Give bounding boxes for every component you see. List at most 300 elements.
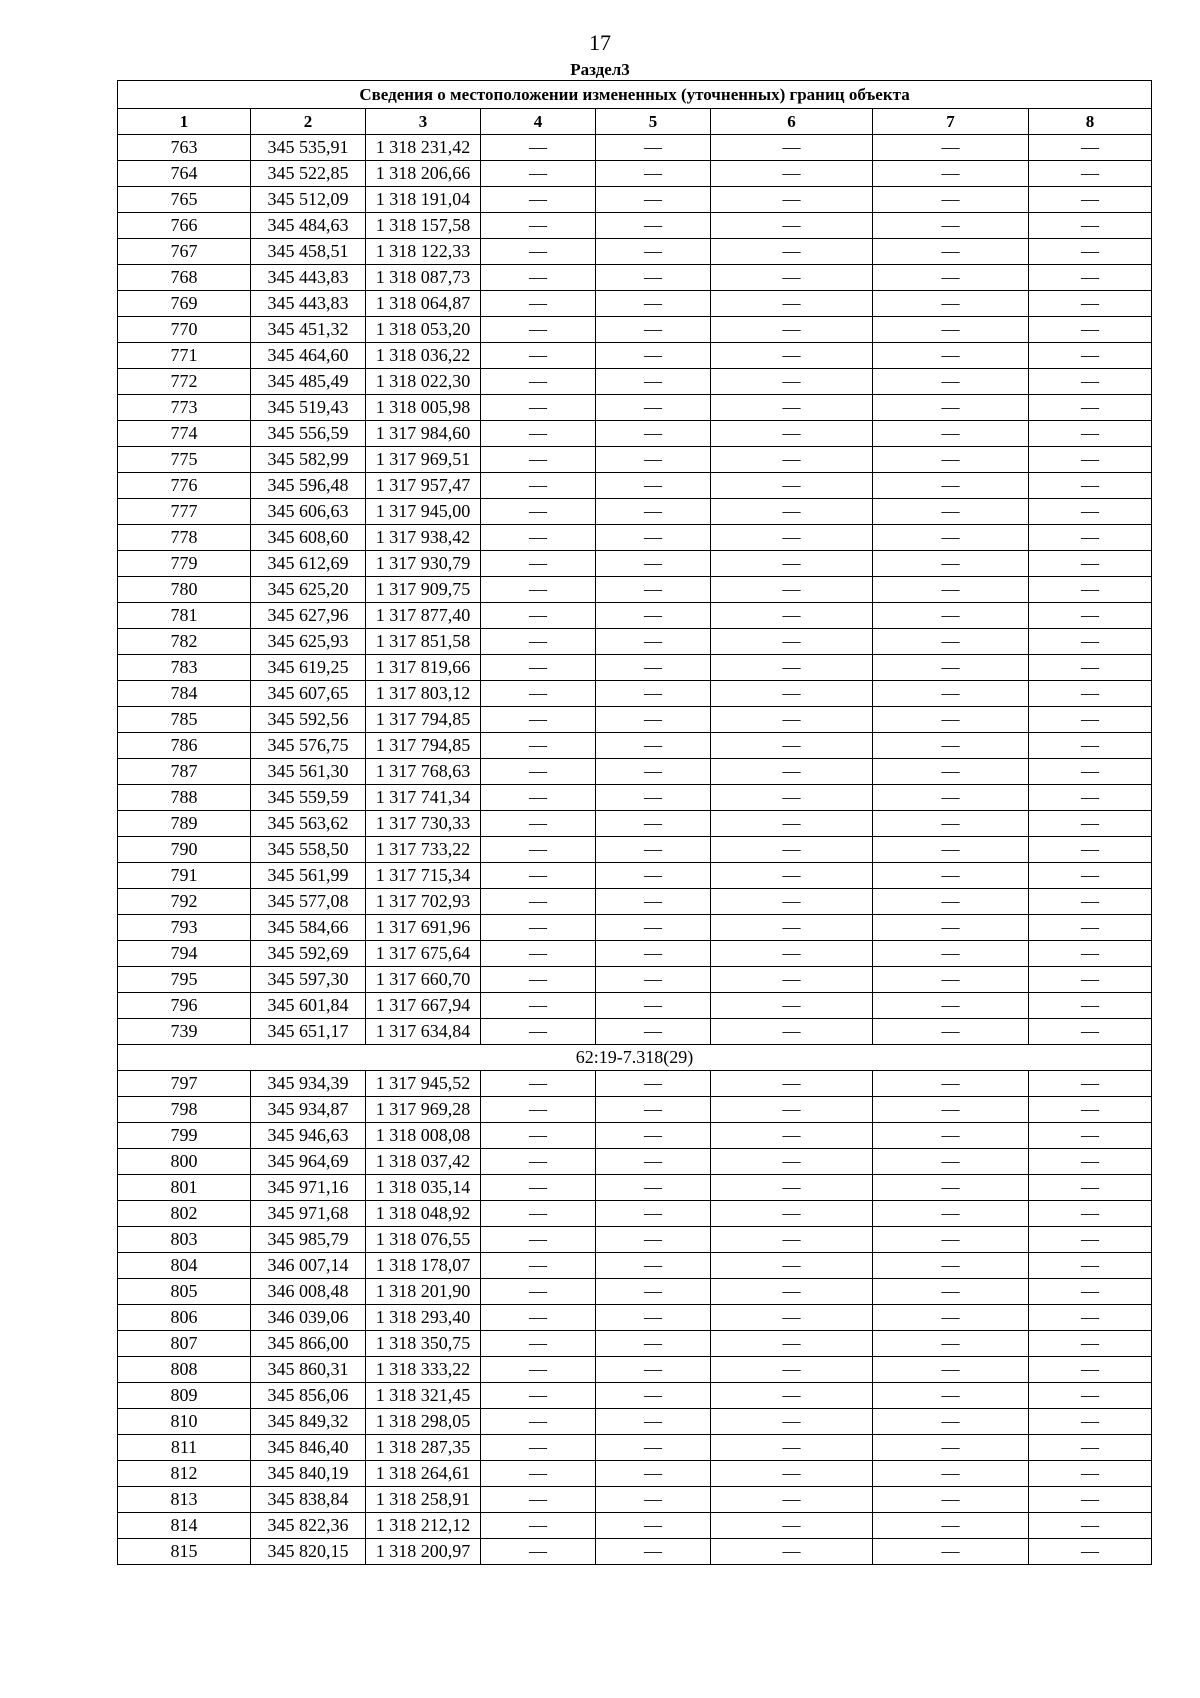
empty-value-dash: — (596, 1487, 711, 1513)
empty-value-dash: — (711, 473, 873, 499)
point-number: 766 (118, 213, 251, 239)
x-coordinate: 345 484,63 (251, 213, 366, 239)
y-coordinate: 1 318 005,98 (366, 395, 481, 421)
empty-value-dash: — (1029, 551, 1152, 577)
y-coordinate: 1 317 957,47 (366, 473, 481, 499)
empty-value-dash: — (481, 1305, 596, 1331)
point-number: 797 (118, 1071, 251, 1097)
empty-value-dash: — (873, 1123, 1029, 1149)
point-number: 771 (118, 343, 251, 369)
empty-value-dash: — (873, 1461, 1029, 1487)
y-coordinate: 1 318 201,90 (366, 1279, 481, 1305)
empty-value-dash: — (596, 707, 711, 733)
empty-value-dash: — (481, 993, 596, 1019)
empty-value-dash: — (481, 889, 596, 915)
empty-value-dash: — (1029, 1461, 1152, 1487)
empty-value-dash: — (873, 421, 1029, 447)
empty-value-dash: — (1029, 239, 1152, 265)
table-row (118, 889, 1152, 915)
empty-value-dash: — (596, 291, 711, 317)
empty-value-dash: — (1029, 837, 1152, 863)
empty-value-dash: — (1029, 1513, 1152, 1539)
empty-value-dash: — (481, 1461, 596, 1487)
y-coordinate: 1 318 200,97 (366, 1539, 481, 1565)
empty-value-dash: — (596, 785, 711, 811)
empty-value-dash: — (481, 551, 596, 577)
empty-value-dash: — (481, 1019, 596, 1045)
table-row (118, 551, 1152, 577)
empty-value-dash: — (481, 733, 596, 759)
section-title: Раздел3 (570, 60, 630, 79)
x-coordinate: 345 849,32 (251, 1409, 366, 1435)
empty-value-dash: — (1029, 1149, 1152, 1175)
empty-value-dash: — (481, 135, 596, 161)
y-coordinate: 1 318 333,22 (366, 1357, 481, 1383)
table-row (118, 525, 1152, 551)
empty-value-dash: — (873, 499, 1029, 525)
empty-value-dash: — (1029, 967, 1152, 993)
column-header: 4 (481, 109, 596, 135)
empty-value-dash: — (711, 291, 873, 317)
point-number: 805 (118, 1279, 251, 1305)
x-coordinate: 345 458,51 (251, 239, 366, 265)
y-coordinate: 1 317 984,60 (366, 421, 481, 447)
point-number: 739 (118, 1019, 251, 1045)
table-row (118, 213, 1152, 239)
empty-value-dash: — (481, 837, 596, 863)
empty-value-dash: — (873, 473, 1029, 499)
empty-value-dash: — (596, 1279, 711, 1305)
table-row (118, 707, 1152, 733)
table-row (118, 1019, 1152, 1045)
table-row (118, 1175, 1152, 1201)
empty-value-dash: — (711, 655, 873, 681)
point-number: 812 (118, 1461, 251, 1487)
x-coordinate: 345 822,36 (251, 1513, 366, 1539)
empty-value-dash: — (596, 161, 711, 187)
empty-value-dash: — (1029, 317, 1152, 343)
empty-value-dash: — (596, 265, 711, 291)
point-number: 773 (118, 395, 251, 421)
y-coordinate: 1 318 036,22 (366, 343, 481, 369)
point-number: 780 (118, 577, 251, 603)
empty-value-dash: — (481, 343, 596, 369)
point-number: 801 (118, 1175, 251, 1201)
x-coordinate: 345 464,60 (251, 343, 366, 369)
empty-value-dash: — (596, 1305, 711, 1331)
empty-value-dash: — (1029, 629, 1152, 655)
empty-value-dash: — (1029, 941, 1152, 967)
empty-value-dash: — (873, 1227, 1029, 1253)
empty-value-dash: — (1029, 863, 1152, 889)
table-row (118, 499, 1152, 525)
point-number: 790 (118, 837, 251, 863)
point-number: 788 (118, 785, 251, 811)
table-row (118, 603, 1152, 629)
x-coordinate: 345 443,83 (251, 291, 366, 317)
empty-value-dash: — (481, 369, 596, 395)
table-row (118, 1201, 1152, 1227)
empty-value-dash: — (711, 1071, 873, 1097)
empty-value-dash: — (711, 1383, 873, 1409)
empty-value-dash: — (873, 291, 1029, 317)
table-row (118, 1435, 1152, 1461)
y-coordinate: 1 317 945,00 (366, 499, 481, 525)
empty-value-dash: — (481, 1539, 596, 1565)
table-row (118, 1383, 1152, 1409)
empty-value-dash: — (481, 1071, 596, 1097)
empty-value-dash: — (596, 681, 711, 707)
empty-value-dash: — (1029, 1487, 1152, 1513)
table-row (118, 967, 1152, 993)
empty-value-dash: — (481, 187, 596, 213)
empty-value-dash: — (1029, 525, 1152, 551)
empty-value-dash: — (481, 525, 596, 551)
x-coordinate: 345 519,43 (251, 395, 366, 421)
empty-value-dash: — (481, 447, 596, 473)
empty-value-dash: — (873, 941, 1029, 967)
table-row (118, 421, 1152, 447)
y-coordinate: 1 318 287,35 (366, 1435, 481, 1461)
table-row (118, 759, 1152, 785)
empty-value-dash: — (711, 239, 873, 265)
table-row (118, 1461, 1152, 1487)
x-coordinate: 345 625,93 (251, 629, 366, 655)
empty-value-dash: — (711, 1253, 873, 1279)
empty-value-dash: — (1029, 785, 1152, 811)
boundary-coordinates-table (117, 80, 1152, 1565)
empty-value-dash: — (481, 1383, 596, 1409)
table-row (118, 1123, 1152, 1149)
empty-value-dash: — (711, 1409, 873, 1435)
y-coordinate: 1 317 969,51 (366, 447, 481, 473)
table-row (118, 577, 1152, 603)
empty-value-dash: — (1029, 1279, 1152, 1305)
empty-value-dash: — (873, 1331, 1029, 1357)
empty-value-dash: — (481, 1123, 596, 1149)
x-coordinate: 345 582,99 (251, 447, 366, 473)
empty-value-dash: — (873, 655, 1029, 681)
x-coordinate: 345 584,66 (251, 915, 366, 941)
table-row (118, 473, 1152, 499)
x-coordinate: 345 860,31 (251, 1357, 366, 1383)
empty-value-dash: — (711, 1331, 873, 1357)
empty-value-dash: — (711, 603, 873, 629)
empty-value-dash: — (873, 889, 1029, 915)
x-coordinate: 345 522,85 (251, 161, 366, 187)
empty-value-dash: — (481, 317, 596, 343)
x-coordinate: 345 608,60 (251, 525, 366, 551)
table-row (118, 1357, 1152, 1383)
point-number: 774 (118, 421, 251, 447)
empty-value-dash: — (711, 785, 873, 811)
empty-value-dash: — (596, 941, 711, 967)
empty-value-dash: — (873, 1097, 1029, 1123)
empty-value-dash: — (596, 317, 711, 343)
y-coordinate: 1 317 877,40 (366, 603, 481, 629)
empty-value-dash: — (711, 551, 873, 577)
empty-value-dash: — (481, 1227, 596, 1253)
empty-value-dash: — (481, 681, 596, 707)
table-row (118, 1279, 1152, 1305)
empty-value-dash: — (481, 1279, 596, 1305)
y-coordinate: 1 317 741,34 (366, 785, 481, 811)
x-coordinate: 345 840,19 (251, 1461, 366, 1487)
y-coordinate: 1 318 231,42 (366, 135, 481, 161)
x-coordinate: 345 651,17 (251, 1019, 366, 1045)
table-row (118, 1253, 1152, 1279)
empty-value-dash: — (873, 447, 1029, 473)
table-row (118, 811, 1152, 837)
y-coordinate: 1 317 794,85 (366, 733, 481, 759)
point-number: 770 (118, 317, 251, 343)
empty-value-dash: — (711, 1149, 873, 1175)
empty-value-dash: — (481, 967, 596, 993)
empty-value-dash: — (711, 395, 873, 421)
empty-value-dash: — (596, 1539, 711, 1565)
y-coordinate: 1 318 298,05 (366, 1409, 481, 1435)
empty-value-dash: — (596, 1175, 711, 1201)
empty-value-dash: — (1029, 395, 1152, 421)
table-row (118, 941, 1152, 967)
empty-value-dash: — (481, 1331, 596, 1357)
empty-value-dash: — (873, 707, 1029, 733)
empty-value-dash: — (873, 759, 1029, 785)
empty-value-dash: — (596, 421, 711, 447)
empty-value-dash: — (711, 161, 873, 187)
empty-value-dash: — (711, 369, 873, 395)
empty-value-dash: — (481, 941, 596, 967)
y-coordinate: 1 317 691,96 (366, 915, 481, 941)
y-coordinate: 1 317 930,79 (366, 551, 481, 577)
empty-value-dash: — (596, 863, 711, 889)
table-row (118, 733, 1152, 759)
y-coordinate: 1 318 076,55 (366, 1227, 481, 1253)
empty-value-dash: — (711, 733, 873, 759)
empty-value-dash: — (596, 343, 711, 369)
empty-value-dash: — (873, 1253, 1029, 1279)
empty-value-dash: — (873, 1513, 1029, 1539)
empty-value-dash: — (1029, 1097, 1152, 1123)
empty-value-dash: — (711, 863, 873, 889)
table-body (118, 135, 1152, 1565)
empty-value-dash: — (1029, 655, 1152, 681)
empty-value-dash: — (596, 655, 711, 681)
empty-value-dash: — (711, 265, 873, 291)
empty-value-dash: — (596, 1097, 711, 1123)
y-coordinate: 1 318 264,61 (366, 1461, 481, 1487)
y-coordinate: 1 318 037,42 (366, 1149, 481, 1175)
empty-value-dash: — (711, 1461, 873, 1487)
empty-value-dash: — (1029, 1305, 1152, 1331)
empty-value-dash: — (873, 1435, 1029, 1461)
empty-value-dash: — (873, 1149, 1029, 1175)
empty-value-dash: — (711, 1357, 873, 1383)
empty-value-dash: — (481, 265, 596, 291)
point-number: 791 (118, 863, 251, 889)
column-header: 3 (366, 109, 481, 135)
point-number: 804 (118, 1253, 251, 1279)
parcel-number: 62:19-7.318(29) (118, 1045, 1152, 1071)
empty-value-dash: — (481, 213, 596, 239)
empty-value-dash: — (481, 499, 596, 525)
empty-value-dash: — (711, 421, 873, 447)
table-row (118, 863, 1152, 889)
y-coordinate: 1 317 819,66 (366, 655, 481, 681)
empty-value-dash: — (873, 967, 1029, 993)
x-coordinate: 345 820,15 (251, 1539, 366, 1565)
empty-value-dash: — (596, 733, 711, 759)
column-header: 2 (251, 109, 366, 135)
empty-value-dash: — (596, 1071, 711, 1097)
point-number: 785 (118, 707, 251, 733)
empty-value-dash: — (1029, 1175, 1152, 1201)
empty-value-dash: — (1029, 1253, 1152, 1279)
table-row (118, 1227, 1152, 1253)
empty-value-dash: — (1029, 499, 1152, 525)
point-number: 815 (118, 1539, 251, 1565)
y-coordinate: 1 318 191,04 (366, 187, 481, 213)
point-number: 787 (118, 759, 251, 785)
y-coordinate: 1 318 087,73 (366, 265, 481, 291)
empty-value-dash: — (596, 1383, 711, 1409)
x-coordinate: 345 964,69 (251, 1149, 366, 1175)
empty-value-dash: — (1029, 1071, 1152, 1097)
empty-value-dash: — (1029, 733, 1152, 759)
empty-value-dash: — (711, 525, 873, 551)
empty-value-dash: — (596, 629, 711, 655)
empty-value-dash: — (1029, 1331, 1152, 1357)
empty-value-dash: — (481, 239, 596, 265)
table-row (118, 1149, 1152, 1175)
y-coordinate: 1 318 350,75 (366, 1331, 481, 1357)
y-coordinate: 1 317 730,33 (366, 811, 481, 837)
empty-value-dash: — (873, 577, 1029, 603)
y-coordinate: 1 318 206,66 (366, 161, 481, 187)
x-coordinate: 345 971,16 (251, 1175, 366, 1201)
empty-value-dash: — (873, 811, 1029, 837)
x-coordinate: 346 039,06 (251, 1305, 366, 1331)
empty-value-dash: — (873, 1071, 1029, 1097)
empty-value-dash: — (1029, 187, 1152, 213)
table-row (118, 343, 1152, 369)
y-coordinate: 1 317 945,52 (366, 1071, 481, 1097)
x-coordinate: 345 985,79 (251, 1227, 366, 1253)
y-coordinate: 1 318 008,08 (366, 1123, 481, 1149)
point-number: 782 (118, 629, 251, 655)
point-number: 807 (118, 1331, 251, 1357)
x-coordinate: 345 627,96 (251, 603, 366, 629)
table-row (118, 1513, 1152, 1539)
empty-value-dash: — (596, 369, 711, 395)
empty-value-dash: — (1029, 1357, 1152, 1383)
empty-value-dash: — (711, 577, 873, 603)
empty-value-dash: — (711, 499, 873, 525)
y-coordinate: 1 317 794,85 (366, 707, 481, 733)
x-coordinate: 345 619,25 (251, 655, 366, 681)
empty-value-dash: — (1029, 135, 1152, 161)
point-number: 813 (118, 1487, 251, 1513)
x-coordinate: 345 625,20 (251, 577, 366, 603)
empty-value-dash: — (596, 473, 711, 499)
empty-value-dash: — (596, 213, 711, 239)
x-coordinate: 345 535,91 (251, 135, 366, 161)
empty-value-dash: — (596, 1149, 711, 1175)
y-coordinate: 1 317 969,28 (366, 1097, 481, 1123)
y-coordinate: 1 318 035,14 (366, 1175, 481, 1201)
empty-value-dash: — (1029, 577, 1152, 603)
empty-value-dash: — (711, 1097, 873, 1123)
empty-value-dash: — (873, 187, 1029, 213)
empty-value-dash: — (596, 837, 711, 863)
empty-value-dash: — (873, 785, 1029, 811)
empty-value-dash: — (1029, 1409, 1152, 1435)
x-coordinate: 345 866,00 (251, 1331, 366, 1357)
empty-value-dash: — (481, 759, 596, 785)
empty-value-dash: — (873, 1487, 1029, 1513)
point-number: 764 (118, 161, 251, 187)
empty-value-dash: — (873, 395, 1029, 421)
table-row (118, 239, 1152, 265)
empty-value-dash: — (873, 1539, 1029, 1565)
empty-value-dash: — (596, 1409, 711, 1435)
empty-value-dash: — (596, 551, 711, 577)
empty-value-dash: — (873, 1305, 1029, 1331)
empty-value-dash: — (711, 317, 873, 343)
empty-value-dash: — (1029, 421, 1152, 447)
column-header: 7 (873, 109, 1029, 135)
empty-value-dash: — (481, 1175, 596, 1201)
table-row (118, 785, 1152, 811)
empty-value-dash: — (596, 1201, 711, 1227)
empty-value-dash: — (481, 863, 596, 889)
empty-value-dash: — (873, 317, 1029, 343)
point-number: 768 (118, 265, 251, 291)
empty-value-dash: — (711, 811, 873, 837)
empty-value-dash: — (1029, 889, 1152, 915)
table-row (118, 1487, 1152, 1513)
empty-value-dash: — (711, 837, 873, 863)
table-row (118, 187, 1152, 213)
table-row (118, 629, 1152, 655)
empty-value-dash: — (481, 1409, 596, 1435)
x-coordinate: 345 597,30 (251, 967, 366, 993)
empty-value-dash: — (1029, 447, 1152, 473)
table-row (118, 993, 1152, 1019)
empty-value-dash: — (711, 213, 873, 239)
empty-value-dash: — (1029, 1227, 1152, 1253)
y-coordinate: 1 317 675,64 (366, 941, 481, 967)
empty-value-dash: — (873, 343, 1029, 369)
table-row (118, 1409, 1152, 1435)
empty-value-dash: — (481, 1097, 596, 1123)
x-coordinate: 345 443,83 (251, 265, 366, 291)
column-header: 1 (118, 109, 251, 135)
empty-value-dash: — (873, 161, 1029, 187)
table-row (118, 265, 1152, 291)
empty-value-dash: — (1029, 343, 1152, 369)
point-number: 786 (118, 733, 251, 759)
empty-value-dash: — (711, 759, 873, 785)
y-coordinate: 1 317 803,12 (366, 681, 481, 707)
empty-value-dash: — (596, 1461, 711, 1487)
empty-value-dash: — (481, 915, 596, 941)
empty-value-dash: — (596, 1123, 711, 1149)
empty-value-dash: — (711, 629, 873, 655)
y-coordinate: 1 317 667,94 (366, 993, 481, 1019)
empty-value-dash: — (873, 1175, 1029, 1201)
empty-value-dash: — (1029, 1383, 1152, 1409)
